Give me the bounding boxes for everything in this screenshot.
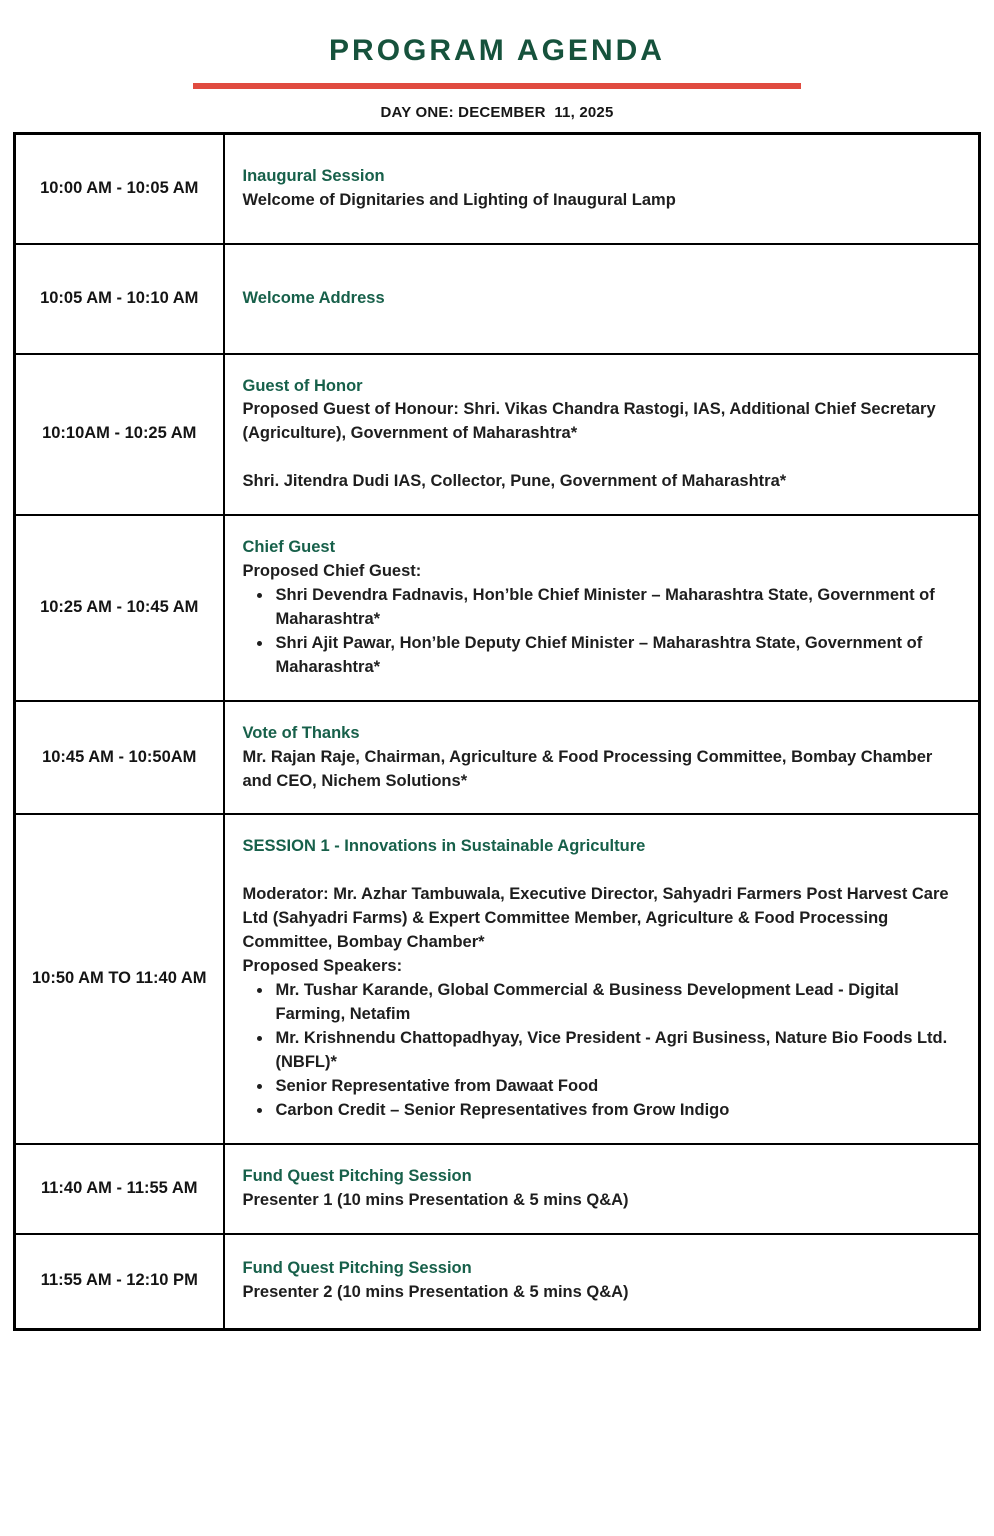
session-paragraph: Moderator: Mr. Azhar Tambuwala, Executive Director, Sahyadri Farmers Post Harvest Care Ltd (Sahyadri Farms) & Expert Committee Member, Agriculture & Food Processing Committee, Bombay Chamber* xyxy=(242,885,949,952)
session-paragraph: Shri. Jitendra Dudi IAS, Collector, Pune, Government of Maharashtra* xyxy=(242,472,787,491)
session-paragraph: Proposed Speakers: xyxy=(242,957,403,976)
session-heading: Inaugural Session xyxy=(242,166,385,185)
bullet-item: • Mr. Krishnendu Chattopadhyay, Vice President - Agri Business, Nature Bio Foods Ltd. (NBFL)* xyxy=(273,1027,957,1075)
bullet-list xyxy=(243,979,957,1123)
bullet-item: • Mr. Tushar Karande, Global Commercial & Business Development Lead - Digital Farming, Netafim xyxy=(273,979,957,1027)
session-heading: Fund Quest Pitching Session xyxy=(242,1166,472,1185)
page-title: PROGRAM AGENDA xyxy=(329,34,665,67)
session-cell xyxy=(224,515,980,701)
session-paragraph: Proposed Chief Guest: xyxy=(242,562,422,581)
table-row xyxy=(15,244,980,354)
time-cell: 10:00 AM - 10:05 AM xyxy=(15,134,224,244)
session-paragraph: Welcome of Dignitaries and Lighting of Inaugural Lamp xyxy=(242,190,676,209)
paragraph-gap xyxy=(243,446,957,470)
bullet-item: • Shri Ajit Pawar, Hon’ble Deputy Chief Minister – Maharashtra State, Government of Maharashtra* xyxy=(273,632,957,680)
time-cell: 10:10AM - 10:25 AM xyxy=(15,354,224,516)
bullet-item: • Shri Devendra Fadnavis, Hon’ble Chief Minister – Maharashtra State, Government of Maharashtra* xyxy=(273,584,957,632)
session-cell xyxy=(224,244,980,354)
time-cell: 10:45 AM - 10:50AM xyxy=(15,701,224,815)
title-underline-rule xyxy=(193,83,801,89)
table-row xyxy=(15,134,980,244)
session-heading: Guest of Honor xyxy=(242,376,363,395)
time-cell: 10:05 AM - 10:10 AM xyxy=(15,244,224,354)
time-cell: 10:50 AM TO 11:40 AM xyxy=(15,814,224,1143)
session-paragraph: Presenter 2 (10 mins Presentation & 5 mins Q&A) xyxy=(242,1283,629,1302)
session-paragraph: Presenter 1 (10 mins Presentation & 5 mins Q&A) xyxy=(242,1190,629,1209)
session-heading: Chief Guest xyxy=(242,538,336,557)
table-row xyxy=(15,1234,980,1330)
session-cell xyxy=(224,701,980,815)
table-row xyxy=(15,354,980,516)
bullet-list xyxy=(243,584,957,680)
time-cell: 10:25 AM - 10:45 AM xyxy=(15,515,224,701)
session-heading: Fund Quest Pitching Session xyxy=(242,1259,472,1278)
session-heading: SESSION 1 - Innovations in Sustainable Agriculture xyxy=(242,837,646,856)
time-cell: 11:55 AM - 12:10 PM xyxy=(15,1234,224,1330)
table-row xyxy=(15,515,980,701)
paragraph-gap xyxy=(243,859,957,883)
session-cell xyxy=(224,1144,980,1234)
session-paragraph: Proposed Guest of Honour: Shri. Vikas Chandra Rastogi, IAS, Additional Chief Secretary (Agriculture), Government of Maharashtra* xyxy=(242,400,936,443)
session-heading: Welcome Address xyxy=(242,288,385,307)
table-row xyxy=(15,814,980,1143)
session-paragraph: Mr. Rajan Raje, Chairman, Agriculture & Food Processing Committee, Bombay Chamber and CEO, Nichem Solutions* xyxy=(242,747,933,790)
agenda-table xyxy=(13,132,981,1331)
time-cell: 11:40 AM - 11:55 AM xyxy=(15,1144,224,1234)
table-row xyxy=(15,1144,980,1234)
session-cell xyxy=(224,134,980,244)
session-heading: Vote of Thanks xyxy=(242,723,360,742)
table-row xyxy=(15,701,980,815)
bullet-item: • Carbon Credit – Senior Representatives from Grow Indigo xyxy=(273,1099,957,1123)
session-cell xyxy=(224,814,980,1143)
day-subtitle: DAY ONE: DECEMBER 11, 2025 xyxy=(380,104,614,121)
bullet-item: • Senior Representative from Dawaat Food xyxy=(273,1075,957,1099)
session-cell xyxy=(224,1234,980,1330)
session-cell xyxy=(224,354,980,516)
